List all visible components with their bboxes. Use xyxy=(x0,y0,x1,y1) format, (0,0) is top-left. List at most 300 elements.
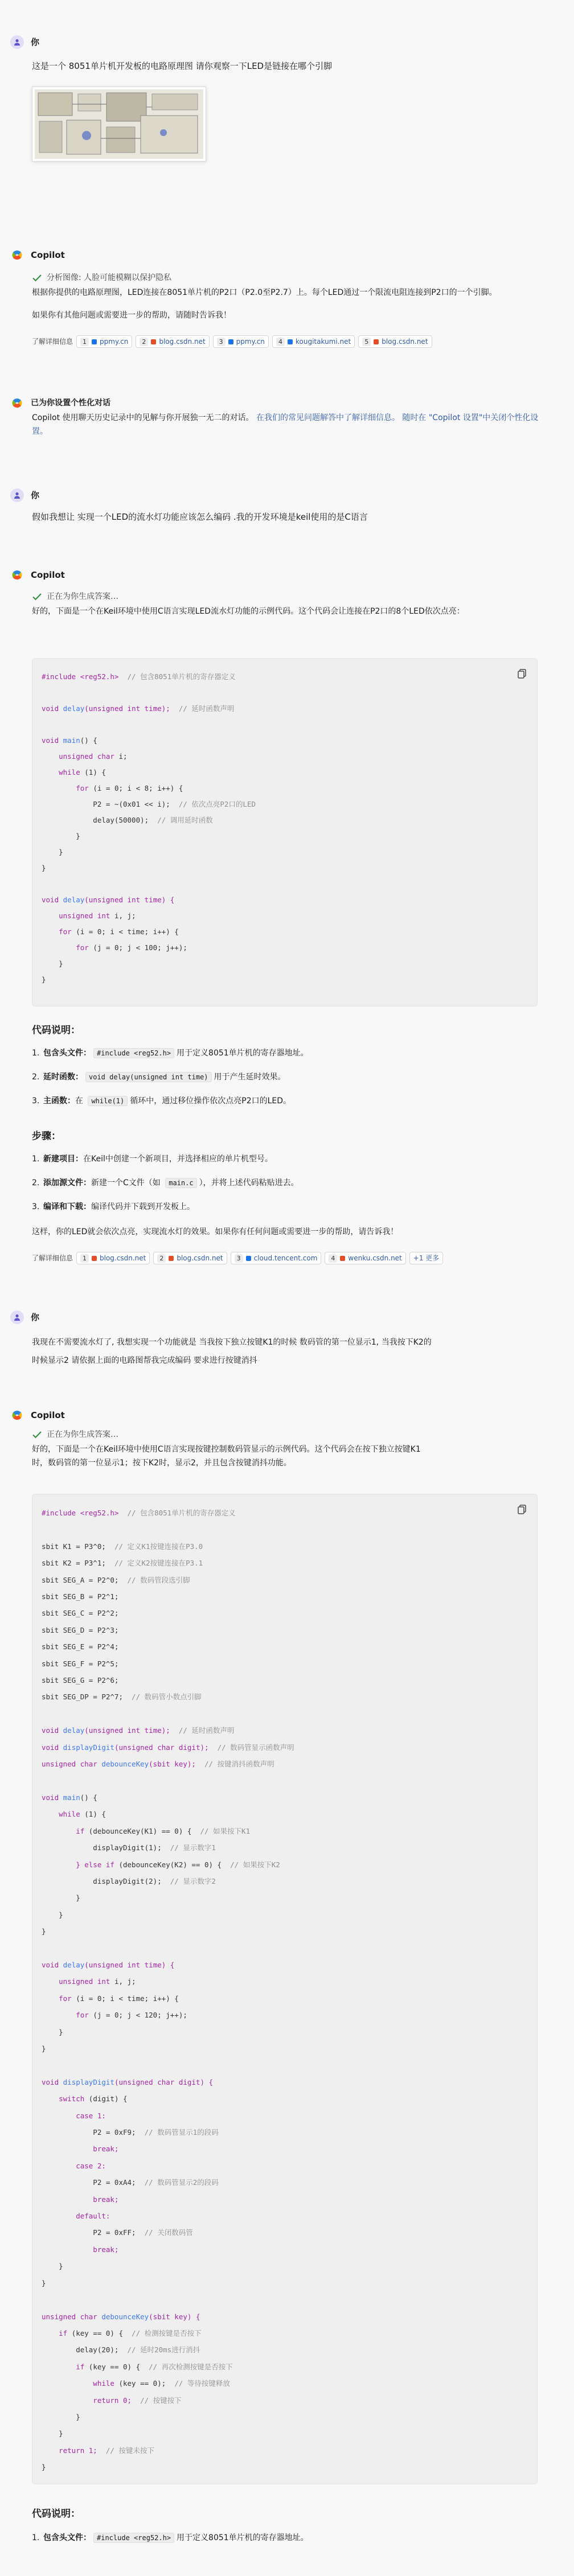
code-token: (key == 0) { xyxy=(71,2328,123,2337)
user-header-3 xyxy=(10,1310,39,1324)
code-token: #include <reg52.h> xyxy=(42,672,119,681)
code-token: break; xyxy=(42,2144,119,2154)
code-line xyxy=(42,765,537,780)
code-token: } xyxy=(42,975,46,984)
user-message-1: 这是一个 8051单片机开发板的电路原理图 请你观察一下LED是链接在哪个引脚 xyxy=(32,61,333,71)
code-line xyxy=(42,2074,537,2090)
code-token: void xyxy=(42,704,63,713)
code-token: } xyxy=(42,1927,46,1936)
code-token: delay(50000); xyxy=(42,816,149,824)
code-token: // 关闭数码管 xyxy=(136,2228,193,2237)
code-line xyxy=(42,2107,537,2124)
code-line xyxy=(42,2090,537,2107)
code-token: (debounceKey(K2) == 0) { xyxy=(118,1860,222,1869)
code-token: } xyxy=(42,2412,80,2421)
code-token: (j = 0; j < 120; j++); xyxy=(93,2011,187,2020)
code-token: if xyxy=(42,2328,72,2337)
user-name: 你 xyxy=(31,37,40,47)
explain-list-1 xyxy=(32,1046,533,1118)
message-line: 我现在不需要流水灯了, 我想实现一个功能就是 当我按下独立按键K1的时候 数码管的第一位显示1, 当我按下K2的 xyxy=(32,1338,432,1347)
step-item xyxy=(32,1152,533,1166)
explain-list-2 xyxy=(32,2531,533,2555)
item-head: 延时函数： xyxy=(43,1073,83,1082)
site-icon xyxy=(169,1256,174,1261)
code-token: (key == 0) { xyxy=(88,2362,141,2371)
code-token: (digit) { xyxy=(88,2094,128,2103)
explain-item xyxy=(32,1094,533,1108)
reply-2-head xyxy=(32,590,539,618)
user-avatar-icon xyxy=(10,35,24,49)
code-token: } xyxy=(42,2278,46,2287)
code-token: // 数码管显示1的段码 xyxy=(136,2128,219,2137)
code-line xyxy=(42,1638,537,1655)
code-line xyxy=(42,1889,537,1906)
inline-code: #include <reg52.h> xyxy=(93,1048,174,1058)
code-line xyxy=(42,1923,537,1940)
analysis-status xyxy=(32,271,539,285)
code-token: if xyxy=(42,2362,89,2371)
code-token: // 再次检测按键是否按下 xyxy=(140,2362,233,2371)
code-line xyxy=(42,2208,537,2224)
copilot-logo-icon xyxy=(10,248,24,262)
personalize-text xyxy=(32,411,539,438)
code-line xyxy=(42,1555,537,1571)
code-token: } xyxy=(42,832,80,840)
code-line xyxy=(42,2224,537,2241)
code-token: } xyxy=(42,2429,63,2438)
code-line xyxy=(42,2442,537,2459)
code-line xyxy=(42,1739,537,1756)
copilot-header-2 xyxy=(10,568,65,582)
copilot-name: Copilot xyxy=(31,250,65,260)
code-token: delay xyxy=(63,895,85,904)
code-line xyxy=(42,956,537,972)
code-line xyxy=(42,1990,537,2007)
item-head: 添加源文件： xyxy=(43,1178,91,1188)
explain-title-2: 代码说明： xyxy=(32,2508,80,2520)
code-line xyxy=(42,1538,537,1555)
reference-number: 2 xyxy=(157,1254,166,1263)
code-token: (unsigned int time); xyxy=(84,1726,170,1735)
code-token: displayDigit(2); xyxy=(42,1876,162,1885)
code-token: while xyxy=(42,768,85,777)
code-token: (debounceKey(K1) == 0) { xyxy=(88,1826,192,1835)
code-token: (unsigned int time) { xyxy=(84,1960,175,1969)
code-token: if xyxy=(42,1826,89,1835)
code-token: sbit SEG_F = P2^5; xyxy=(42,1659,119,1668)
reference-number: 5 xyxy=(362,338,371,346)
checkmark-icon xyxy=(32,273,42,283)
item-text: 在 xyxy=(75,1096,86,1106)
code-token: () { xyxy=(80,1793,97,1802)
code-line xyxy=(42,2375,537,2392)
code-token: break; xyxy=(42,2195,119,2204)
code-line xyxy=(42,1505,537,1521)
code-token: i; xyxy=(118,752,128,761)
code-token: (j = 0; j < 100; j++); xyxy=(93,943,187,952)
code-line xyxy=(42,701,537,717)
site-icon xyxy=(92,1256,97,1261)
code-token: displayDigit(1); xyxy=(42,1843,162,1852)
code-token: (i = 0; i < 8; i++) { xyxy=(93,784,183,792)
references-label: 了解详细信息 xyxy=(32,338,73,346)
code-token: break; xyxy=(42,2245,119,2254)
code-token: unsigned int xyxy=(42,1977,114,1986)
code-line xyxy=(42,1722,537,1739)
code-line xyxy=(42,1756,537,1772)
reference-site: blog.csdn.net xyxy=(177,1254,223,1262)
item-text: 用于产生延时效果。 xyxy=(214,1073,286,1082)
reference-chip-3[interactable] xyxy=(231,1252,322,1264)
item-number: 3. xyxy=(32,1096,40,1106)
code-line xyxy=(42,860,537,876)
code-token: displayDigit xyxy=(63,1743,114,1752)
code-token: void xyxy=(42,895,63,904)
code-token: P2 = ~(0x01 << i); xyxy=(42,800,170,808)
code-token: // 检测按键是否按下 xyxy=(123,2328,202,2337)
code-line xyxy=(42,892,537,908)
explain-item xyxy=(32,1070,533,1084)
item-text: 用于定义8051单片机的寄存器地址。 xyxy=(177,1049,309,1058)
code-line xyxy=(42,1823,537,1839)
code-content xyxy=(32,659,537,988)
learn-more-link[interactable]: 在我们的常见问题解答中了解详细信息。 xyxy=(256,413,400,422)
code-token: sbit SEG_A = P2^0; xyxy=(42,1575,119,1584)
reference-chip-1[interactable] xyxy=(76,335,132,348)
code-token: delay xyxy=(63,1726,85,1735)
code-token: void xyxy=(42,736,63,745)
code-token: case 1: xyxy=(42,2111,106,2120)
step-item xyxy=(32,1176,533,1190)
more-references-button[interactable]: +1 更多 xyxy=(409,1252,444,1264)
reference-number: 4 xyxy=(276,338,285,346)
inline-code: while(1) xyxy=(88,1096,128,1106)
site-icon xyxy=(92,339,97,344)
copilot-header-1 xyxy=(10,248,65,262)
code-line xyxy=(42,908,537,924)
code-line xyxy=(42,2241,537,2258)
reference-chip-4[interactable] xyxy=(272,335,355,348)
code-token: delay(20); xyxy=(42,2345,119,2355)
code-token: P2 = 0xA4; xyxy=(42,2178,136,2187)
code-token: // 延时函数声明 xyxy=(170,1726,235,1735)
reference-site: kougitakumi.net xyxy=(296,338,351,346)
code-token: // 如果按下K1 xyxy=(191,1826,251,1835)
copilot-header-3 xyxy=(10,1408,65,1422)
code-content xyxy=(32,1494,537,2476)
inline-code: #include <reg52.h> xyxy=(93,2533,174,2543)
item-number: 3. xyxy=(32,1202,40,1211)
copilot-name: Copilot xyxy=(31,1410,65,1420)
code-token: #include <reg52.h> xyxy=(42,1509,119,1517)
code-line xyxy=(42,2341,537,2358)
user-avatar-icon xyxy=(10,1310,24,1324)
code-token: for xyxy=(42,927,76,936)
explain-title-1: 代码说明： xyxy=(32,1025,80,1036)
explain-item xyxy=(32,2531,533,2545)
reply-1-content xyxy=(32,271,539,348)
code-token: (sbit key) { xyxy=(149,2312,200,2321)
item-text: 编译代码并下载到开发板上。 xyxy=(91,1202,195,1211)
item-head: 包含头文件： xyxy=(43,2533,91,2542)
code-token: } xyxy=(42,2044,46,2053)
code-token: // 延时函数声明 xyxy=(170,704,235,713)
reply-2-intro: 好的，下面是一个在Keil环境中使用C语言实现LED流水灯功能的示例代码。这个代码会让连接在P2口的8个LED依次点亮： xyxy=(32,607,465,616)
code-token: void xyxy=(42,1793,63,1802)
reference-chip-2[interactable] xyxy=(136,335,209,348)
code-line xyxy=(42,1521,537,1538)
code-line xyxy=(42,1773,537,1789)
message-line: 时候显示2 请依据上面的电路图帮我完成编码 要求进行按键消抖 xyxy=(32,1356,257,1365)
code-token: // 如果按下K2 xyxy=(222,1860,280,1869)
item-text: ），并将上述代码粘贴进去。 xyxy=(199,1178,299,1188)
site-icon xyxy=(246,1256,251,1261)
code-line xyxy=(42,844,537,860)
code-token: for xyxy=(42,2011,93,2020)
reference-chip-3[interactable] xyxy=(213,335,269,348)
code-line xyxy=(42,1907,537,1923)
code-token: sbit SEG_B = P2^1; xyxy=(42,1592,119,1601)
code-line xyxy=(42,2275,537,2291)
reference-site: ppmy.cn xyxy=(236,338,265,346)
generating-status xyxy=(32,1428,539,1441)
code-line xyxy=(42,812,537,828)
code-token: // 按键消抖函数声明 xyxy=(195,1760,274,1769)
steps-title: 步骤： xyxy=(32,1131,61,1142)
code-line xyxy=(42,2392,537,2409)
code-line xyxy=(42,2291,537,2308)
user-message-3 xyxy=(32,1333,539,1370)
code-line xyxy=(42,2308,537,2325)
code-token: (sbit key); xyxy=(149,1760,196,1769)
code-token: (1) { xyxy=(84,768,106,777)
site-icon xyxy=(288,339,293,344)
code-token: unsigned char xyxy=(42,1760,102,1769)
steps-list xyxy=(32,1152,533,1224)
item-number: 1. xyxy=(32,1155,40,1164)
code-token: sbit SEG_G = P2^6; xyxy=(42,1676,119,1685)
generating-status xyxy=(32,590,539,603)
reference-number: 3 xyxy=(217,338,226,346)
code-token: // 数码管小数点引脚 xyxy=(123,1692,202,1702)
reference-chip-1[interactable] xyxy=(76,1252,150,1264)
code-line xyxy=(42,1655,537,1672)
code-line xyxy=(42,2191,537,2208)
code-token: (unsigned int time) { xyxy=(84,895,175,904)
copilot-logo-icon xyxy=(10,568,24,582)
item-number: 2. xyxy=(32,1178,40,1188)
code-line xyxy=(42,669,537,685)
copy-icon[interactable] xyxy=(516,1503,528,1515)
code-line xyxy=(42,1957,537,1973)
item-head: 编译和下载： xyxy=(43,1202,91,1211)
code-token: main xyxy=(63,1793,80,1802)
site-icon xyxy=(151,339,156,344)
code-token: while xyxy=(42,1810,85,1819)
code-token: } xyxy=(42,1910,63,1919)
code-line xyxy=(42,1789,537,1806)
reference-number: 2 xyxy=(140,338,148,346)
code-token: // 定义K1按键连接在P3.0 xyxy=(105,1542,203,1551)
code-token: switch xyxy=(42,2094,89,2103)
code-token: return 0; xyxy=(42,2396,132,2405)
personalize-header xyxy=(10,396,110,410)
checkmark-icon xyxy=(32,591,42,602)
code-token: // 数码管显示2的段码 xyxy=(136,2178,219,2187)
reference-site: cloud.tencent.com xyxy=(253,1254,318,1262)
copy-icon[interactable] xyxy=(516,668,528,679)
code-token: } xyxy=(42,2262,63,2271)
code-line xyxy=(42,1856,537,1873)
code-token: (1) { xyxy=(84,1810,106,1819)
code-line xyxy=(42,780,537,796)
user-header xyxy=(10,35,39,49)
code-token: (unsigned int time); xyxy=(84,704,170,713)
code-token: // 数码管段选引脚 xyxy=(118,1575,190,1584)
references-label: 了解详细信息 xyxy=(32,1254,73,1262)
code-token: (unsigned char digit); xyxy=(114,1743,209,1752)
code-line xyxy=(42,1940,537,1957)
code-token: void xyxy=(42,1960,63,1969)
code-line xyxy=(42,749,537,765)
code-line xyxy=(42,2359,537,2375)
item-number: 2. xyxy=(32,1073,40,1082)
code-line xyxy=(42,2409,537,2425)
generating-status-text: 正在为你生成答案… xyxy=(47,592,118,601)
code-line xyxy=(42,1806,537,1822)
item-head: 新建项目： xyxy=(43,1155,83,1164)
reference-number: 3 xyxy=(235,1254,243,1263)
code-token: (i = 0; i < time; i++) { xyxy=(76,1994,179,2003)
reference-site: ppmy.cn xyxy=(100,338,129,346)
copilot-name: Copilot xyxy=(31,570,65,580)
code-token: (unsigned char digit) { xyxy=(114,2077,214,2086)
code-line xyxy=(42,1588,537,1605)
code-token: displayDigit xyxy=(63,2077,114,2086)
item-text: 在Keil中创建一个新项目，并选择相应的单片机型号。 xyxy=(83,1155,273,1164)
code-token: } else if xyxy=(42,1860,119,1869)
code-token: } xyxy=(42,848,63,856)
code-token: debounceKey xyxy=(101,2312,149,2321)
code-token: // 数码管显示函数声明 xyxy=(208,1743,294,1752)
item-number: 1. xyxy=(32,2533,40,2542)
reply-1-paragraph-1: 根据你提供的电路原理图，LED连接在8051单片机的P2口（P2.0至P2.7）上。每个LED通过一个限流电阻连接到P2口的一个引脚。 xyxy=(32,288,497,297)
reference-number: 1 xyxy=(80,338,89,346)
code-token: // 延时20ms进行消抖 xyxy=(118,2345,200,2355)
reference-number: 4 xyxy=(329,1254,337,1263)
settings-link[interactable]: 随时在 "Copilot 设置"中关闭个性化设置。 xyxy=(32,413,539,436)
code-line xyxy=(42,2425,537,2442)
reply-2-outro: 这样，你的LED就会依次点亮，实现流水灯的效果。如果你有任何问题或需要进一步的帮助，请告诉我！ xyxy=(32,1227,399,1236)
reference-site: blog.csdn.net xyxy=(100,1254,146,1262)
code-token: sbit K2 = P3^1; xyxy=(42,1559,106,1568)
reply-1-paragraph-2: 如果你有其他问题或需要进一步的帮助，请随时告诉我！ xyxy=(32,311,231,320)
reference-site: blog.csdn.net xyxy=(382,338,428,346)
code-token: void xyxy=(42,2077,63,2086)
code-token: for xyxy=(42,784,93,792)
code-token: default: xyxy=(42,2212,110,2221)
reference-site: blog.csdn.net xyxy=(159,338,206,346)
circuit-diagram-thumbnail[interactable] xyxy=(32,87,206,162)
code-line xyxy=(42,1973,537,1990)
code-line xyxy=(42,717,537,733)
reference-chip-2[interactable] xyxy=(153,1252,227,1264)
code-line xyxy=(42,972,537,988)
code-token: // 依次点亮P2口的LED xyxy=(170,800,256,808)
generating-status-text: 正在为你生成答案… xyxy=(47,1430,118,1439)
code-line xyxy=(42,2024,537,2040)
reference-chip-4[interactable] xyxy=(325,1252,405,1264)
copilot-logo-icon xyxy=(10,396,24,410)
user-name: 你 xyxy=(31,1312,40,1322)
code-line xyxy=(42,2258,537,2274)
code-token: // 显示数字2 xyxy=(161,1876,216,1885)
reply-2-references xyxy=(32,1251,443,1265)
code-line xyxy=(42,2325,537,2341)
code-line xyxy=(42,1605,537,1621)
code-token: unsigned char xyxy=(42,752,119,761)
personalize-description: Copilot 使用聊天历史记录中的见解与你开展独一无二的对话。 xyxy=(32,413,254,422)
reference-chip-5[interactable] xyxy=(358,335,432,348)
code-line xyxy=(42,1706,537,1722)
checkmark-icon xyxy=(32,1429,42,1440)
code-line xyxy=(42,2007,537,2023)
explain-item xyxy=(32,1046,533,1060)
analysis-status-text: 分析图像: 人脸可能模糊以保护隐私 xyxy=(47,273,172,282)
code-token: sbit SEG_D = P2^3; xyxy=(42,1625,119,1634)
code-block-2 xyxy=(32,1494,538,2484)
code-line xyxy=(42,2124,537,2140)
code-token: P2 = 0xF9; xyxy=(42,2128,136,2137)
code-token: void xyxy=(42,1726,63,1735)
code-token: () { xyxy=(80,736,97,745)
user-message-2: 假如我想让 实现一个LED的流水灯功能应该怎么编码 .我的开发环境是keil使用的是C语言 xyxy=(32,512,368,522)
item-text: 循环中，通过移位操作依次点亮P2口的LED。 xyxy=(130,1096,292,1106)
code-token: sbit SEG_DP = P2^7; xyxy=(42,1692,123,1702)
code-token: delay xyxy=(63,704,85,713)
code-line xyxy=(42,924,537,940)
code-block-1 xyxy=(32,658,538,1006)
site-icon xyxy=(374,339,379,344)
code-token: debounceKey xyxy=(101,1760,149,1769)
code-token: main xyxy=(63,736,80,745)
code-token: for xyxy=(42,1994,76,2003)
item-text: 新建一个C文件（如 xyxy=(91,1178,163,1188)
personalize-title: 已为你设置个性化对话 xyxy=(31,398,110,408)
code-token: unsigned int xyxy=(42,911,114,920)
user-avatar-icon xyxy=(10,488,24,502)
code-token: // 等待按键释放 xyxy=(166,2379,230,2388)
code-token: } xyxy=(42,1893,80,1903)
code-line xyxy=(42,1688,537,1705)
code-token: case 2: xyxy=(42,2161,106,2170)
code-token: unsigned char xyxy=(42,2312,102,2321)
code-token: sbit SEG_E = P2^4; xyxy=(42,1642,119,1651)
reference-number: 1 xyxy=(80,1254,89,1263)
code-token: // 按键按下 xyxy=(132,2396,182,2405)
intro-line: 好的，下面是一个在Keil环境中使用C语言实现按键控制数码管显示的示例代码。这个代码会在按下独立按键K1 xyxy=(32,1445,421,1454)
code-line xyxy=(42,796,537,812)
user-name: 你 xyxy=(31,490,40,500)
intro-line: 时，数码管的第一位显示1；按下K2时，显示2，并且包含按键消抖功能。 xyxy=(32,1458,292,1468)
inline-code: main.c xyxy=(165,1178,196,1188)
item-text: 用于定义8051单片机的寄存器地址。 xyxy=(177,2533,309,2542)
code-line xyxy=(42,2057,537,2073)
code-line xyxy=(42,1839,537,1856)
item-number: 1. xyxy=(32,1049,40,1058)
code-token: return 1; xyxy=(42,2446,97,2455)
code-line xyxy=(42,1873,537,1889)
